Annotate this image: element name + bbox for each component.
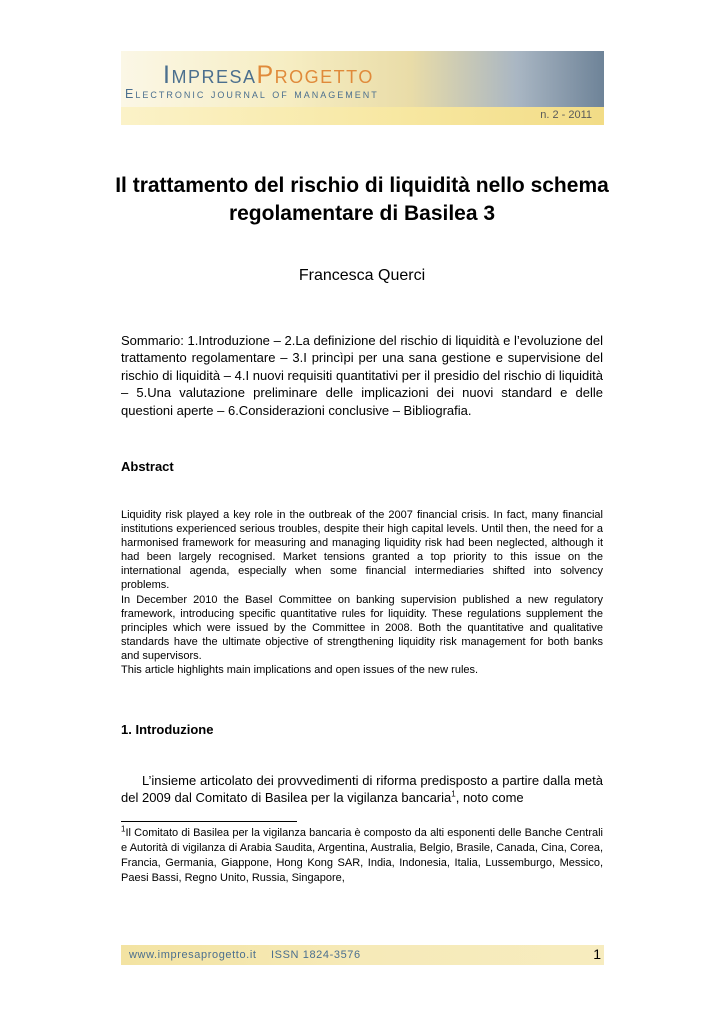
abstract-paragraph: In December 2010 the Basel Committee on banking supervision published a new regulatory framework, introducing specific quantitative rules for liquidity. These regulations supplement the principles which were issued by the Committee in 2008. Both the quantitative and qualitative standards have the ultimate objective of strengthening liquidity risk management for both banks and supervisors.: [121, 593, 603, 662]
section-paragraph: [121, 772, 603, 807]
issue-number: n. 2 - 2011: [540, 109, 592, 121]
brand-part2: Progetto: [256, 61, 374, 89]
journal-tagline: Electronic journal of management: [125, 87, 379, 101]
page-footer: [121, 945, 604, 965]
footnote-divider: [121, 821, 297, 822]
journal-header-banner: [121, 51, 604, 125]
abstract-body: [121, 508, 603, 677]
footnote-text: Il Comitato di Basilea per la vigilanza bancaria è composto da alti esponenti delle Banche Centrali e Autorità di vigilanza di Arabia Saudita, Argentina, Australia, Belgio, Brasile, Canada, Cina, Corea, Francia, Germania, Giappone, Hong Kong SAR, India, Indonesia, Italia, Lussemburgo, Messico, Paesi Bassi, Regno Unito, Russia, Singapore,: [121, 827, 603, 884]
journal-logo: [163, 61, 374, 90]
footnote-mark: 1: [121, 824, 126, 834]
page-number: 1: [593, 946, 601, 962]
article-summary: Sommario: 1.Introduzione – 2.La definizione del rischio di liquidità e l’evoluzione del trattamento regolamentare – 3.I princìpi per una sana gestione e supervisione del rischio di liquidità – 4.I nuovi requisiti quantitativi per il presidio del rischio di liquidità – 5.Una valutazione preliminare delle implicazioni dei nuovi standard e delle questioni aperte – 6.Considerazioni conclusive – Bibliografia.: [121, 333, 603, 418]
footnote-reference[interactable]: 1: [451, 790, 456, 800]
article-title: Il trattamento del rischio di liquidità nello schema regolamentare di Basilea 3: [115, 174, 609, 225]
article-author: Francesca Querci: [298, 267, 426, 284]
abstract-heading: Abstract: [121, 459, 174, 474]
footer-issn: ISSN 1824-3576: [271, 949, 361, 961]
abstract-paragraph: Liquidity risk played a key role in the outbreak of the 2007 financial crisis. In fact, many financial institutions experienced serious troubles, despite their high capital levels. Until then, the need for a harmonised framework for measuring and managing liquidity risk had been neglected, although it had been largely recognised. Market tensions granted a top priority to this issue on the international agenda, especially when some financial intermediaries shifted into solvency problems.: [121, 509, 603, 592]
section-text-cont: , noto come: [455, 790, 524, 806]
section-text: L’insieme articolato dei provvedimenti di riforma predisposto a partire dalla metà del 2009 dal Comitato di Basilea per la vigilanza bancaria: [121, 773, 603, 806]
section-heading-introduzione: 1. Introduzione: [121, 722, 214, 737]
brand-part1: Impresa: [163, 61, 257, 89]
issue-strip: [121, 107, 604, 125]
footnote: [121, 826, 603, 886]
footer-website: www.impresaprogetto.it: [129, 949, 257, 961]
abstract-paragraph: This article highlights main implications and open issues of the new rules.: [121, 664, 479, 677]
